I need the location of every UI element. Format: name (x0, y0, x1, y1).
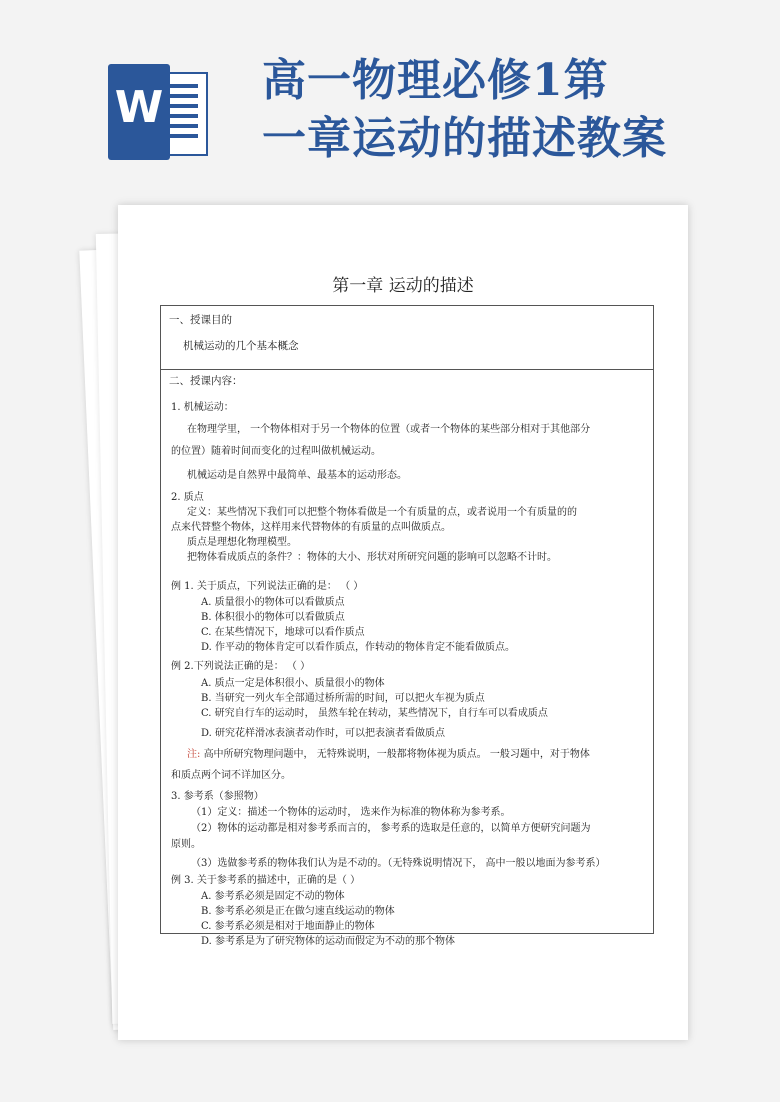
item-reference-frame-relative-line1: （2）物体的运动都是相对参考系而言的， 参考系的选取是任意的，以简单方便研究问题为 (191, 823, 591, 834)
example2-option-b: B. 当研究一列火车全部通过桥所需的时间，可以把火车视为质点 (201, 693, 485, 704)
page-title (262, 52, 762, 168)
item-reference-frame-heading: 3. 参考系（参照物） (171, 791, 264, 802)
example2-option-d: D. 研究花样滑冰表演者动作时，可以把表演者看做质点 (201, 728, 446, 739)
item-mechanical-motion-def-line1: 在物理学里， 一个物体相对于另一个物体的位置（或者一个物体的某些部分相对于其他部分 (187, 424, 591, 435)
note-text-line2: 和质点两个词不详加区分。 (171, 770, 291, 781)
example2-option-a: A. 质点一定是体积很小、质量很小的物体 (201, 678, 385, 689)
example3-question: 例 3. 关于参考系的描述中，正确的是（ ） (171, 875, 361, 886)
section-objective-box (160, 305, 654, 370)
section-objective-body: 机械运动的几个基本概念 (183, 340, 299, 352)
example2-option-c: C. 研究自行车的运动时， 虽然车轮在转动，某些情况下，自行车可以看成质点 (201, 708, 548, 719)
example1-option-d: D. 作平动的物体肯定可以看作质点，作转动的物体肯定不能看做质点。 (201, 642, 516, 653)
item-reference-frame-def: （1）定义：描述一个物体的运动时， 选来作为标准的物体称为参考系。 (191, 807, 511, 818)
banner (0, 0, 780, 200)
section-content-heading: 二、授课内容： (169, 375, 243, 387)
item-particle-def-line2: 点来代替整个物体，这样用来代替物体的有质量的点叫做质点。 (171, 522, 451, 533)
page-title-line2: 一章运动的描述教案 (262, 113, 667, 164)
example1-question: 例 1. 关于质点，下列说法正确的是： （ ） (171, 581, 364, 592)
section-content-box (160, 368, 654, 947)
example3-option-a: A. 参考系必须是固定不动的物体 (201, 891, 345, 902)
example3-option-c: C. 参考系必须是相对于地面静止的物体 (201, 921, 375, 932)
item-mechanical-motion-heading: 1. 机械运动： (171, 402, 234, 413)
word-badge-letter: W (114, 82, 164, 133)
document-page (118, 205, 688, 1040)
example3-option-b: B. 参考系必须是正在做匀速直线运动的物体 (201, 906, 395, 917)
document-title: 第一章 运动的描述 (332, 276, 474, 296)
item-mechanical-motion-def-line2: 的位置）随着时间而变化的过程叫做机械运动。 (171, 446, 381, 457)
item-reference-frame-relative-line2: 原则。 (171, 839, 201, 850)
note-label: 注: (187, 749, 201, 760)
note-line1 (187, 748, 590, 762)
example2-question: 例 2.下列说法正确的是： （ ） (171, 661, 311, 672)
note-text-line1: 高中所研究物理问题中， 无特殊说明，一般都将物体视为质点。 一般习题中，对于物体 (203, 749, 590, 760)
item-particle-ideal-model: 质点是理想化物理模型。 (187, 537, 297, 548)
section-objective-heading: 一、授课目的 (169, 314, 232, 326)
example1-option-c: C. 在某些情况下，地球可以看作质点 (201, 627, 365, 638)
example3-option-d: D. 参考系是为了研究物体的运动而假定为不动的那个物体 (201, 936, 456, 947)
item-mechanical-motion-note: 机械运动是自然界中最简单、最基本的运动形态。 (187, 470, 407, 481)
page-title-line1: 高一物理必修1第 (262, 55, 609, 106)
item-particle-condition: 把物体看成质点的条件？：物体的大小、形状对所研究问题的影响可以忽略不计时。 (187, 552, 557, 563)
example1-option-a: A. 质量很小的物体可以看做质点 (201, 597, 345, 608)
word-document-icon (108, 64, 208, 160)
item-particle-def-line1: 定义：某些情况下我们可以把整个物体看做是一个有质量的点，或者说用一个有质量的的 (187, 507, 577, 518)
example1-option-b: B. 体积很小的物体可以看做质点 (201, 612, 345, 623)
item-reference-frame-static: （3）选做参考系的物体我们认为是不动的。（无特殊说明情况下， 高中一般以地面为参考系） (191, 858, 606, 869)
item-particle-heading: 2. 质点 (171, 492, 204, 503)
word-badge (108, 64, 170, 160)
